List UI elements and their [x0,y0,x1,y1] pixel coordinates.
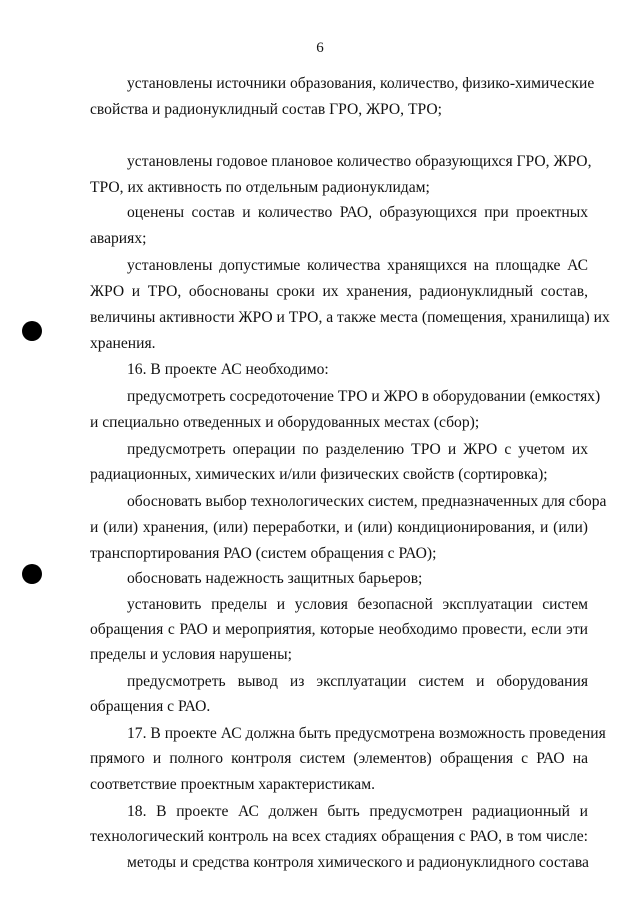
text-line: предусмотреть сосредоточение ТРО и ЖРО в оборудовании (емкостях) [127,388,601,405]
text-line: предусмотреть операции по разделению ТРО и ЖРО с учетом их [127,441,588,458]
text-line: свойства и радионуклидный состав ГРО, ЖРО, ТРО; [90,101,442,118]
text-line: установлены источники образования, количество, физико-химические [127,75,595,92]
text-line: радиационных, химических и/или физических свойств (сортировка); [90,466,548,483]
text-line: пределы и условия нарушены; [90,646,292,663]
section-heading-18: 18. В проекте АС должен быть предусмотрен радиационный и [127,803,588,820]
text-line: ТРО, их активность по отдельным радионуклидам; [90,179,430,196]
punch-hole-mark [22,321,42,341]
text-line: ЖРО и ТРО, обоснованы сроки их хранения, радионуклидный состав, [90,283,588,300]
section-heading-16: 16. В проекте АС необходимо: [127,361,329,378]
text-line: методы и средства контроля химического и радионуклидного состава [127,854,589,871]
text-line: установлены допустимые количества хранящихся на площадке АС [127,257,588,274]
text-line: предусмотреть вывод из эксплуатации систем и оборудования [127,673,588,690]
text-line: величины активности ЖРО и ТРО, а также места (помещения, хранилища) их [90,309,610,326]
text-line: обращения с РАО. [90,698,211,715]
text-line: транспортирования РАО (систем обращения с РАО); [90,545,437,562]
page-number: 6 [316,40,324,56]
text-line: установлены годовое плановое количество образующихся ГРО, ЖРО, [127,153,592,170]
text-line: и (или) хранения, (или) переработки, и (или) кондиционирования, и (или) [90,519,588,536]
text-line: установить пределы и условия безопасной эксплуатации систем [127,596,588,613]
text-line: хранения. [90,335,156,352]
text-line: оценены состав и количество РАО, образующихся при проектных [127,204,588,221]
section-heading-17: 17. В проекте АС должна быть предусмотрена возможность проведения [127,725,606,742]
text-line: авариях; [90,230,147,247]
text-line: соответствие проектным характеристикам. [90,776,375,793]
text-line: обосновать выбор технологических систем, предназначенных для сбора [127,493,607,510]
text-line: обосновать надежность защитных барьеров; [127,570,423,587]
text-line: обращения с РАО и мероприятия, которые необходимо провести, если эти [90,621,588,638]
text-line: технологический контроль на всех стадиях обращения с РАО, в том числе: [90,828,588,845]
text-line: прямого и полного контроля систем (элементов) обращения с РАО на [90,750,588,767]
punch-hole-mark [22,564,42,584]
text-line: и специально отведенных и оборудованных местах (сбор); [90,414,480,431]
